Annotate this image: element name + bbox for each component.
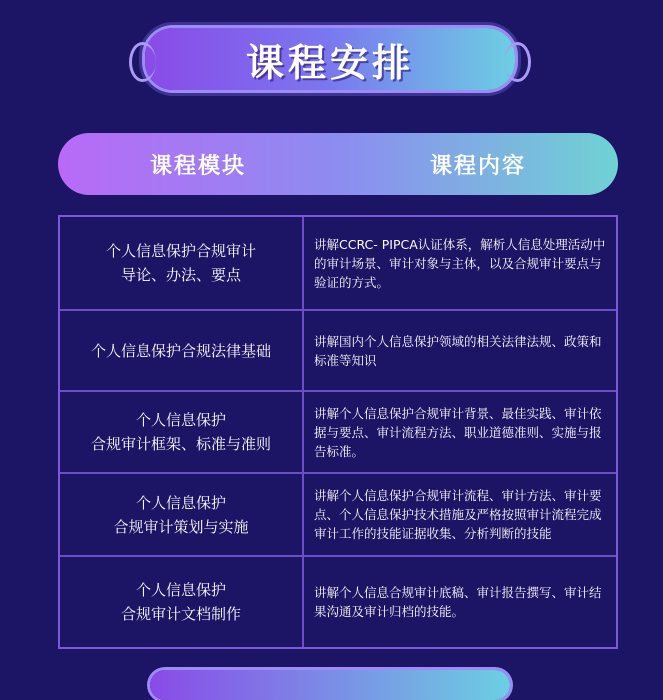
module-cell: 个人信息保护合规法律基础 [60, 311, 304, 390]
table-row [60, 311, 616, 392]
table-row [60, 392, 616, 474]
table-row [60, 474, 616, 557]
page-title: 课程安排 [245, 40, 414, 85]
content-cell: 讲解CCRC- PIPCA认证体系，解析人信息处理活动中的审计场景、审计对象与主体，以及合规审计要点与验证的方式。 [314, 236, 606, 290]
content-cell: 讲解个人信息保护合规审计流程、审计方法、审计要点、个人信息保护技术措施及严格按照审计流程完成审计工作的技能证据收集、分析判断的技能 [314, 488, 602, 541]
table-row [60, 557, 616, 647]
table-row [60, 217, 616, 311]
header-module: 课程模块 [149, 153, 246, 179]
module-cell: 个人信息保护 合规审计框架、标准与准则 [60, 392, 304, 472]
content-cell: 讲解国内个人信息保护领域的相关法律法规、政策和标准等知识 [314, 333, 602, 368]
module-cell: 个人信息保护 合规审计文档制作 [60, 557, 304, 647]
next-section-badge [150, 670, 510, 700]
course-table [58, 215, 618, 649]
content-cell: 讲解个人信息保护合规审计背景、最佳实践、审计依据与要点、审计流程方法、职业道德准则、实施与报告标准。 [314, 405, 602, 459]
module-cell: 个人信息保护 合规审计策划与实施 [60, 474, 304, 555]
header-content: 课程内容 [429, 153, 526, 179]
module-cell: 个人信息保护合规审计 导论、办法、要点 [60, 217, 304, 309]
title-badge [145, 28, 515, 90]
table-header [58, 133, 618, 195]
content-cell: 讲解个人信息合规审计底稿、审计报告撰写、审计结果沟通及审计归档的技能。 [314, 585, 602, 619]
